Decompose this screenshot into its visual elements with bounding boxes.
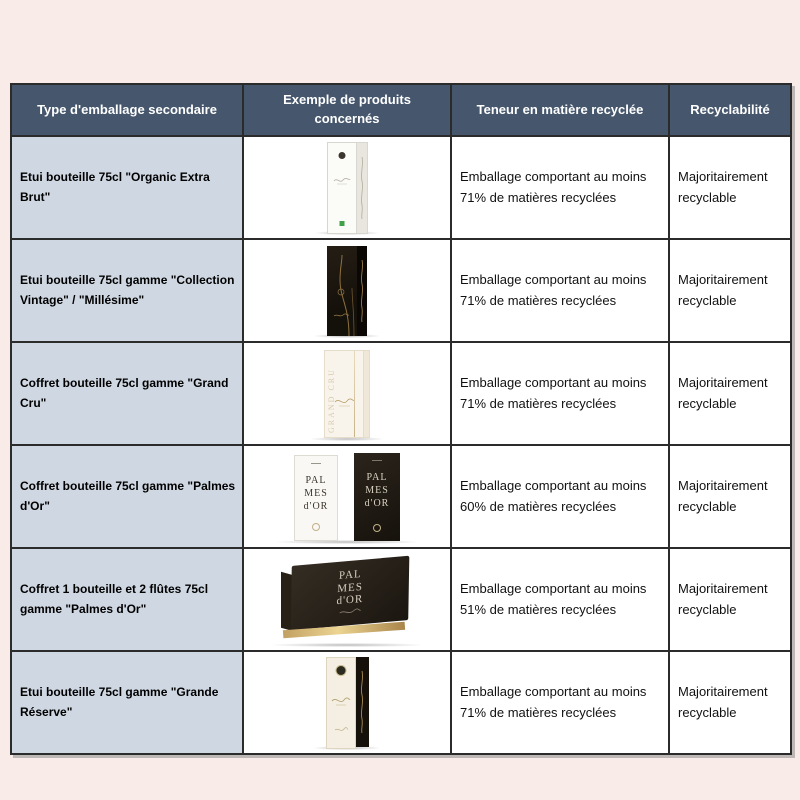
table-row <box>11 651 791 754</box>
product-image-palmes-dor-coffrets <box>244 448 450 545</box>
vertical-script-icon <box>358 667 366 737</box>
row-recyclabilite-text: Majoritairement recyclable <box>669 239 791 342</box>
col-header-exemple: Exemple de produits concernés <box>243 84 451 136</box>
gold-line <box>354 351 355 437</box>
script-logo-icon <box>337 605 363 617</box>
vertical-script-icon <box>358 153 366 223</box>
row-recyclabilite-text: Majoritairement recyclable <box>669 342 791 445</box>
row-teneur-text: Emballage comportant au moins 60% de matières recyclées <box>451 445 669 548</box>
col-header-recyclabilite: Recyclabilité <box>669 84 791 136</box>
photo-shadow <box>311 437 383 441</box>
product-image-grande-reserve <box>244 654 450 751</box>
box-front <box>327 246 357 336</box>
box-front <box>326 657 356 749</box>
box-side <box>356 657 369 747</box>
top-mark <box>372 460 382 461</box>
row-teneur-text: Emballage comportant au moins 71% de matières recyclées <box>451 239 669 342</box>
script-logo-icon <box>332 395 356 409</box>
palmes-dor-text: PAL MES d'OR <box>336 567 364 608</box>
product-image-organic-extra-brut <box>244 139 450 236</box>
row-type-label: Etui bouteille 75cl gamme "Collection Vintage" / "Millésime" <box>11 239 243 342</box>
table-row <box>11 445 791 548</box>
row-recyclabilite-text: Majoritairement recyclable <box>669 136 791 239</box>
emblem-ring-icon <box>312 523 320 531</box>
organic-green-dot-icon <box>339 221 344 226</box>
header-row <box>11 84 791 136</box>
col-header-teneur: Teneur en matière recyclée <box>451 84 669 136</box>
product-image-grand-cru <box>244 345 450 442</box>
script-logo-icon <box>330 694 352 708</box>
row-type-label: Etui bouteille 75cl gamme "Grande Réserve" <box>11 651 243 754</box>
palmes-black-box <box>354 453 400 541</box>
box-front <box>327 142 357 234</box>
top-mark <box>311 463 321 464</box>
photo-shadow <box>277 540 417 544</box>
table-row <box>11 342 791 445</box>
vertical-script-icon <box>358 256 366 326</box>
row-recyclabilite-text: Majoritairement recyclable <box>669 445 791 548</box>
bottle-silhouette-icon <box>327 246 357 336</box>
row-type-label: Coffret bouteille 75cl gamme "Palmes d'Or" <box>11 445 243 548</box>
palmes-dor-text: PAL MES d'OR <box>303 474 329 512</box>
row-teneur-text: Emballage comportant au moins 51% de matières recyclées <box>451 548 669 651</box>
table-row <box>11 548 791 651</box>
row-type-label: Etui bouteille 75cl "Organic Extra Brut" <box>11 136 243 239</box>
product-image-palmes-dor-coffret-flutes <box>244 551 450 648</box>
photo-shadow <box>272 643 422 647</box>
emblem-dot-icon <box>338 152 345 159</box>
row-teneur-text: Emballage comportant au moins 71% de matières recyclées <box>451 651 669 754</box>
row-teneur-text: Emballage comportant au moins 71% de matières recyclées <box>451 342 669 445</box>
box-lid <box>291 555 410 630</box>
row-type-label: Coffret bouteille 75cl gamme "Grand Cru" <box>11 342 243 445</box>
row-recyclabilite-text: Majoritairement recyclable <box>669 651 791 754</box>
box-side <box>357 142 368 234</box>
script-logo-icon <box>332 175 352 187</box>
emblem-seal-icon <box>336 666 345 675</box>
box-side <box>364 350 370 438</box>
emblem-ring-icon <box>373 524 381 532</box>
row-teneur-text: Emballage comportant au moins 71% de matières recyclées <box>451 136 669 239</box>
col-header-type: Type d'emballage secondaire <box>11 84 243 136</box>
palmes-dor-text: PAL MES d'OR <box>364 471 390 509</box>
table-row <box>11 239 791 342</box>
row-recyclabilite-text: Majoritairement recyclable <box>669 548 791 651</box>
product-image-collection-vintage <box>244 242 450 339</box>
palmes-white-box <box>294 455 338 541</box>
box-side <box>357 246 367 336</box>
grand-cru-vertical-text: GRAND CRU <box>327 367 336 433</box>
row-type-label: Coffret 1 bouteille et 2 flûtes 75cl gamme "Palmes d'Or" <box>11 548 243 651</box>
packaging-table <box>10 83 792 755</box>
table-row <box>11 136 791 239</box>
script-logo-icon <box>333 726 349 734</box>
box-front <box>324 350 364 438</box>
